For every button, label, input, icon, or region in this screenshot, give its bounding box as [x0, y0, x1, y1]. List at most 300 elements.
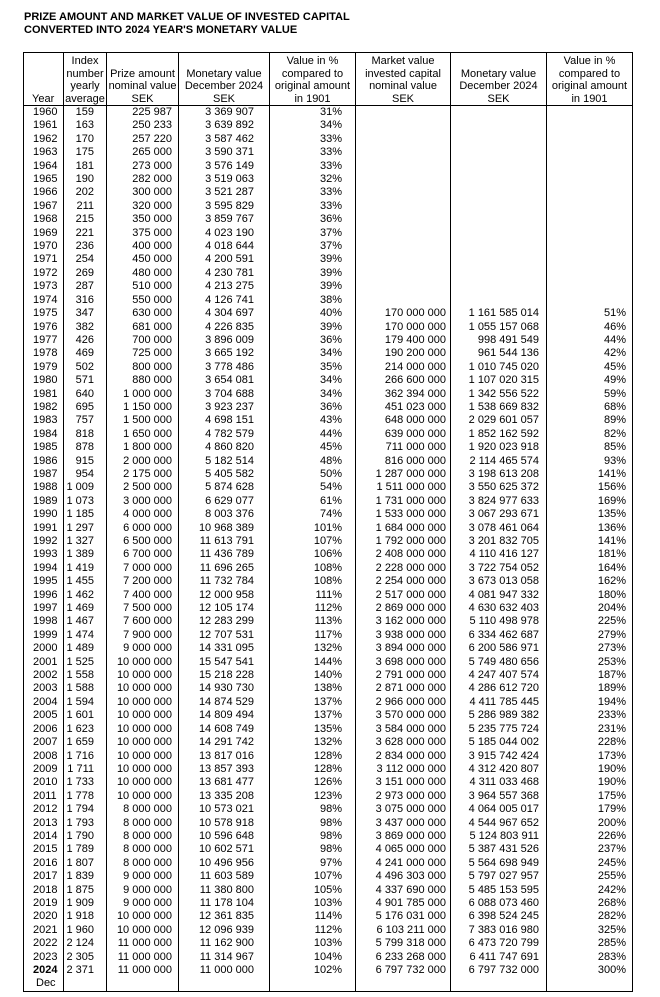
- cell-monetary-value-2: 3 964 557 368: [451, 790, 547, 803]
- cell-index: 163: [64, 119, 107, 132]
- cell-monetary-value-2: 7 383 016 980: [451, 924, 547, 937]
- cell-year: 2000: [24, 642, 64, 655]
- cell-prize-amount: 2 500 000: [107, 481, 179, 494]
- cell-monetary-value-2: 5 185 044 002: [451, 736, 547, 749]
- cell-value-percent: 74%: [270, 508, 356, 521]
- cell-index: 954: [64, 468, 107, 481]
- cell-prize-amount: 7 900 000: [107, 629, 179, 642]
- header-line: in 1901: [294, 92, 331, 105]
- table-row: [24, 669, 633, 682]
- cell-market-value: 3 698 000 000: [356, 656, 451, 669]
- table-row: [24, 347, 633, 360]
- cell-value-percent-2: 141%: [547, 468, 633, 481]
- cell-monetary-value-2: [451, 280, 547, 293]
- cell-value-percent-2: 42%: [547, 347, 633, 360]
- cell-index: 915: [64, 455, 107, 468]
- cell-year: 1991: [24, 522, 64, 535]
- cell-year: 2001: [24, 656, 64, 669]
- cell-monetary-value: 13 857 393: [179, 763, 270, 776]
- cell-index: 1 594: [64, 696, 107, 709]
- cell-index: 695: [64, 401, 107, 414]
- cell-value-percent: 123%: [270, 790, 356, 803]
- cell-year: 2015: [24, 843, 64, 856]
- cell-monetary-value-2: 5 286 989 382: [451, 709, 547, 722]
- cell-prize-amount: 7 400 000: [107, 589, 179, 602]
- cell-monetary-value-2: 4 286 612 720: [451, 682, 547, 695]
- cell-year: 2008: [24, 750, 64, 763]
- cell-value-percent: 140%: [270, 669, 356, 682]
- cell-monetary-value-2: [451, 200, 547, 213]
- header-line: compared to: [281, 67, 344, 80]
- cell-monetary-value: 3 896 009: [179, 334, 270, 347]
- cell-monetary-value: 13 335 208: [179, 790, 270, 803]
- cell-year: 1976: [24, 321, 64, 334]
- cell-market-value: [356, 280, 451, 293]
- cell-value-percent: 103%: [270, 897, 356, 910]
- cell-monetary-value-2: 961 544 136: [451, 347, 547, 360]
- cell-monetary-value: 10 968 389: [179, 522, 270, 535]
- cell-value-percent-2: 285%: [547, 937, 633, 950]
- cell-value-percent-2: [547, 213, 633, 226]
- cell-year: 1999: [24, 629, 64, 642]
- cell-year: 1962: [24, 133, 64, 146]
- cell-value-percent: 37%: [270, 240, 356, 253]
- cell-index: 1 659: [64, 736, 107, 749]
- cell-index: 1 525: [64, 656, 107, 669]
- table-row: [24, 119, 633, 132]
- cell-monetary-value: 4 304 697: [179, 307, 270, 320]
- cell-index: 382: [64, 321, 107, 334]
- cell-market-value: [356, 106, 451, 120]
- cell-index: 254: [64, 253, 107, 266]
- cell-year: 1980: [24, 374, 64, 387]
- cell-value-percent: 128%: [270, 763, 356, 776]
- cell-index: 1 875: [64, 884, 107, 897]
- table-row-footer: [24, 977, 633, 991]
- header-line: Market value: [371, 55, 435, 67]
- cell-prize-amount: 257 220: [107, 133, 179, 146]
- cell-monetary-value-2: 4 411 785 445: [451, 696, 547, 709]
- cell-monetary-value-2: 1 920 023 918: [451, 441, 547, 454]
- cell-monetary-value: 11 000 000: [179, 964, 270, 977]
- table-row: [24, 414, 633, 427]
- cell-index: 316: [64, 294, 107, 307]
- cell-year: 1987: [24, 468, 64, 481]
- table-row: [24, 924, 633, 937]
- cell-monetary-value: 4 200 591: [179, 253, 270, 266]
- header-line: in 1901: [571, 92, 608, 105]
- cell-prize-amount: 282 000: [107, 173, 179, 186]
- cell-monetary-value-2: 6 200 586 971: [451, 642, 547, 655]
- cell-index: 878: [64, 441, 107, 454]
- cell-index: 1 389: [64, 548, 107, 561]
- cell-monetary-value-2: 6 398 524 245: [451, 910, 547, 923]
- cell-monetary-value-2: 1 107 020 315: [451, 374, 547, 387]
- cell-monetary-value-2: 1 538 669 832: [451, 401, 547, 414]
- header-line: Monetary value: [460, 67, 537, 80]
- cell-year: 1996: [24, 589, 64, 602]
- cell-market-value: 1 731 000 000: [356, 495, 451, 508]
- cell-empty: [547, 977, 633, 991]
- cell-monetary-value: 3 576 149: [179, 160, 270, 173]
- cell-market-value: 451 023 000: [356, 401, 451, 414]
- cell-market-value: [356, 213, 451, 226]
- cell-index: 571: [64, 374, 107, 387]
- cell-prize-amount: 6 700 000: [107, 548, 179, 561]
- cell-value-percent-2: 89%: [547, 414, 633, 427]
- table-row: [24, 884, 633, 897]
- cell-year: 1961: [24, 119, 64, 132]
- cell-index: 1 474: [64, 629, 107, 642]
- cell-monetary-value: 14 930 730: [179, 682, 270, 695]
- cell-index: 469: [64, 347, 107, 360]
- cell-value-percent-2: [547, 119, 633, 132]
- cell-monetary-value: 4 782 579: [179, 428, 270, 441]
- table-row: [24, 133, 633, 146]
- cell-value-percent-2: 190%: [547, 776, 633, 789]
- cell-value-percent: 32%: [270, 173, 356, 186]
- cell-year: 2003: [24, 682, 64, 695]
- cell-value-percent: 112%: [270, 602, 356, 615]
- cell-monetary-value: 3 595 829: [179, 200, 270, 213]
- cell-year: 1988: [24, 481, 64, 494]
- cell-market-value: [356, 186, 451, 199]
- cell-monetary-value-2: 3 915 742 424: [451, 750, 547, 763]
- table-header: [24, 53, 633, 106]
- header-line: original amount: [551, 80, 628, 92]
- cell-index: 1 588: [64, 682, 107, 695]
- table-row: [24, 548, 633, 561]
- cell-market-value: 2 966 000 000: [356, 696, 451, 709]
- cell-value-percent-2: 82%: [547, 428, 633, 441]
- cell-prize-amount: 9 000 000: [107, 870, 179, 883]
- table-row: [24, 723, 633, 736]
- cell-prize-amount: 11 000 000: [107, 951, 179, 964]
- cell-monetary-value: 8 003 376: [179, 508, 270, 521]
- cell-year: 2014: [24, 830, 64, 843]
- cell-year: 1994: [24, 562, 64, 575]
- cell-market-value: 3 628 000 000: [356, 736, 451, 749]
- cell-index: 170: [64, 133, 107, 146]
- cell-monetary-value: 4 018 644: [179, 240, 270, 253]
- cell-year: 1981: [24, 388, 64, 401]
- table-row: [24, 642, 633, 655]
- cell-prize-amount: 400 000: [107, 240, 179, 253]
- cell-monetary-value-2: 3 824 977 633: [451, 495, 547, 508]
- cell-monetary-value-2: 5 387 431 526: [451, 843, 547, 856]
- cell-index: 211: [64, 200, 107, 213]
- cell-prize-amount: 1 500 000: [107, 414, 179, 427]
- cell-value-percent: 108%: [270, 575, 356, 588]
- cell-value-percent: 107%: [270, 535, 356, 548]
- header-line: December 2024: [184, 80, 264, 92]
- cell-monetary-value-2: 2 029 601 057: [451, 414, 547, 427]
- cell-year: 2005: [24, 709, 64, 722]
- cell-year: 1964: [24, 160, 64, 173]
- cell-prize-amount: 1 650 000: [107, 428, 179, 441]
- cell-monetary-value: 10 596 648: [179, 830, 270, 843]
- header-line: Prize amount: [110, 67, 175, 80]
- cell-prize-amount: 225 987: [107, 106, 179, 120]
- cell-value-percent-2: 156%: [547, 481, 633, 494]
- cell-market-value: 4 065 000 000: [356, 843, 451, 856]
- cell-monetary-value-2: 4 110 416 127: [451, 548, 547, 561]
- cell-year: 1965: [24, 173, 64, 186]
- table-row: [24, 910, 633, 923]
- cell-value-percent-2: 93%: [547, 455, 633, 468]
- cell-prize-amount: 10 000 000: [107, 750, 179, 763]
- cell-market-value: 1 511 000 000: [356, 481, 451, 494]
- cell-prize-amount: 2 175 000: [107, 468, 179, 481]
- cell-year: 1986: [24, 455, 64, 468]
- cell-value-percent-2: 189%: [547, 682, 633, 695]
- cell-value-percent: 105%: [270, 884, 356, 897]
- cell-prize-amount: 8 000 000: [107, 843, 179, 856]
- cell-value-percent-2: 164%: [547, 562, 633, 575]
- cell-value-percent: 106%: [270, 548, 356, 561]
- prize-value-table: [23, 52, 633, 992]
- cell-value-percent-2: [547, 267, 633, 280]
- cell-market-value: 170 000 000: [356, 307, 451, 320]
- cell-prize-amount: 1 800 000: [107, 441, 179, 454]
- cell-monetary-value: 3 587 462: [179, 133, 270, 146]
- cell-value-percent-2: 175%: [547, 790, 633, 803]
- header-value-percent-2: [547, 53, 633, 106]
- cell-value-percent: 101%: [270, 522, 356, 535]
- cell-market-value: 4 901 785 000: [356, 897, 451, 910]
- cell-market-value: 639 000 000: [356, 428, 451, 441]
- header-line: number: [66, 67, 104, 80]
- cell-value-percent: 144%: [270, 656, 356, 669]
- header-year: [24, 53, 64, 106]
- cell-year: 2006: [24, 723, 64, 736]
- table-row: [24, 240, 633, 253]
- cell-monetary-value: 3 590 371: [179, 146, 270, 159]
- cell-market-value: 3 894 000 000: [356, 642, 451, 655]
- cell-value-percent-2: 279%: [547, 629, 633, 642]
- cell-monetary-value-2: 6 411 747 691: [451, 951, 547, 964]
- cell-monetary-value-2: 6 473 720 799: [451, 937, 547, 950]
- cell-monetary-value-2: [451, 146, 547, 159]
- cell-prize-amount: 700 000: [107, 334, 179, 347]
- cell-monetary-value: 15 547 541: [179, 656, 270, 669]
- cell-value-percent: 111%: [270, 589, 356, 602]
- table-row: [24, 562, 633, 575]
- header-line: invested capital: [365, 67, 441, 80]
- cell-index: 2 371: [64, 964, 107, 977]
- cell-year: 2017: [24, 870, 64, 883]
- cell-value-percent: 103%: [270, 937, 356, 950]
- cell-year: 1984: [24, 428, 64, 441]
- cell-year: 1992: [24, 535, 64, 548]
- cell-prize-amount: 300 000: [107, 186, 179, 199]
- cell-prize-amount: 273 000: [107, 160, 179, 173]
- cell-year: 2011: [24, 790, 64, 803]
- header-line: Value in %: [286, 55, 339, 67]
- cell-index: 1 462: [64, 589, 107, 602]
- cell-value-percent-2: [547, 160, 633, 173]
- cell-index: 347: [64, 307, 107, 320]
- cell-value-percent-2: 194%: [547, 696, 633, 709]
- cell-monetary-value: 4 023 190: [179, 227, 270, 240]
- table-row: [24, 575, 633, 588]
- cell-monetary-value-2: 6 797 732 000: [451, 964, 547, 977]
- cell-index: 1 716: [64, 750, 107, 763]
- cell-value-percent-2: [547, 280, 633, 293]
- cell-index: 1 793: [64, 817, 107, 830]
- cell-value-percent-2: 44%: [547, 334, 633, 347]
- cell-monetary-value-2: [451, 253, 547, 266]
- cell-market-value: 6 233 268 000: [356, 951, 451, 964]
- cell-value-percent: 54%: [270, 481, 356, 494]
- cell-value-percent: 138%: [270, 682, 356, 695]
- cell-index: 502: [64, 361, 107, 374]
- header-line: SEK: [212, 92, 235, 105]
- cell-monetary-value: 3 778 486: [179, 361, 270, 374]
- cell-market-value: [356, 267, 451, 280]
- cell-monetary-value: 14 608 749: [179, 723, 270, 736]
- cell-year: 1993: [24, 548, 64, 561]
- cell-value-percent: 33%: [270, 146, 356, 159]
- table-row: [24, 213, 633, 226]
- cell-monetary-value-2: 3 078 461 064: [451, 522, 547, 535]
- cell-value-percent: 34%: [270, 374, 356, 387]
- cell-monetary-value-2: 4 630 632 403: [451, 602, 547, 615]
- table-row: [24, 253, 633, 266]
- cell-year: 1973: [24, 280, 64, 293]
- cell-value-percent-2: 46%: [547, 321, 633, 334]
- cell-market-value: 648 000 000: [356, 414, 451, 427]
- cell-empty: [356, 977, 451, 991]
- cell-monetary-value: 11 732 784: [179, 575, 270, 588]
- cell-monetary-value-2: 3 067 293 671: [451, 508, 547, 521]
- cell-prize-amount: 3 000 000: [107, 495, 179, 508]
- table-row: [24, 843, 633, 856]
- cell-prize-amount: 800 000: [107, 361, 179, 374]
- cell-year: 1971: [24, 253, 64, 266]
- cell-monetary-value: 4 860 820: [179, 441, 270, 454]
- header-line: compared to: [558, 67, 621, 80]
- cell-market-value: 3 938 000 000: [356, 629, 451, 642]
- cell-market-value: 1 287 000 000: [356, 468, 451, 481]
- cell-monetary-value: 12 283 299: [179, 615, 270, 628]
- cell-value-percent-2: 181%: [547, 548, 633, 561]
- header-line: original amount: [274, 80, 351, 92]
- header-prize-amount: [107, 53, 179, 106]
- cell-market-value: 362 394 000: [356, 388, 451, 401]
- cell-monetary-value: 11 603 589: [179, 870, 270, 883]
- cell-market-value: [356, 173, 451, 186]
- table-row: [24, 334, 633, 347]
- table-row: [24, 508, 633, 521]
- header-line: yearly: [70, 80, 100, 92]
- cell-empty: [107, 977, 179, 991]
- cell-monetary-value-2: 3 201 832 705: [451, 535, 547, 548]
- table-row: [24, 106, 633, 120]
- cell-monetary-value: 10 496 956: [179, 857, 270, 870]
- cell-empty: [270, 977, 356, 991]
- cell-year: 1974: [24, 294, 64, 307]
- cell-prize-amount: 250 233: [107, 119, 179, 132]
- table-row: [24, 615, 633, 628]
- cell-value-percent: 39%: [270, 253, 356, 266]
- cell-value-percent: 48%: [270, 455, 356, 468]
- header-index-number: [64, 53, 107, 106]
- cell-value-percent: 107%: [270, 870, 356, 883]
- cell-value-percent-2: 45%: [547, 361, 633, 374]
- cell-prize-amount: 10 000 000: [107, 656, 179, 669]
- cell-value-percent: 36%: [270, 213, 356, 226]
- cell-monetary-value: 4 126 741: [179, 294, 270, 307]
- cell-index: 1 469: [64, 602, 107, 615]
- cell-monetary-value: 11 613 791: [179, 535, 270, 548]
- cell-month-label: Dec: [24, 977, 64, 991]
- cell-index: 2 124: [64, 937, 107, 950]
- cell-index: 1 778: [64, 790, 107, 803]
- header-line: December 2024: [459, 80, 538, 92]
- table-row: [24, 227, 633, 240]
- cell-value-percent-2: 226%: [547, 830, 633, 843]
- cell-market-value: [356, 160, 451, 173]
- table-row: [24, 495, 633, 508]
- table-row: [24, 294, 633, 307]
- cell-value-percent: 34%: [270, 388, 356, 401]
- cell-monetary-value-2: 4 247 407 574: [451, 669, 547, 682]
- cell-prize-amount: 7 500 000: [107, 602, 179, 615]
- cell-market-value: 266 600 000: [356, 374, 451, 387]
- table-row: [24, 455, 633, 468]
- cell-year: 2004: [24, 696, 64, 709]
- cell-value-percent-2: 136%: [547, 522, 633, 535]
- cell-value-percent: 104%: [270, 951, 356, 964]
- cell-value-percent: 38%: [270, 294, 356, 307]
- cell-year: 2016: [24, 857, 64, 870]
- table-row: [24, 481, 633, 494]
- cell-value-percent-2: 325%: [547, 924, 633, 937]
- cell-index: 1 558: [64, 669, 107, 682]
- table-row: [24, 709, 633, 722]
- cell-index: 1 297: [64, 522, 107, 535]
- header-line: Year: [32, 92, 55, 105]
- cell-monetary-value: 4 230 781: [179, 267, 270, 280]
- cell-value-percent: 31%: [270, 106, 356, 120]
- cell-value-percent-2: 85%: [547, 441, 633, 454]
- cell-value-percent: 34%: [270, 347, 356, 360]
- cell-year: 2002: [24, 669, 64, 682]
- header-line: SEK: [391, 92, 414, 105]
- cell-prize-amount: 10 000 000: [107, 910, 179, 923]
- cell-index: 1 790: [64, 830, 107, 843]
- cell-value-percent: 113%: [270, 615, 356, 628]
- cell-monetary-value: 3 519 063: [179, 173, 270, 186]
- table-row: [24, 321, 633, 334]
- table-row: [24, 280, 633, 293]
- cell-monetary-value: 4 226 835: [179, 321, 270, 334]
- cell-value-percent-2: 200%: [547, 817, 633, 830]
- cell-monetary-value-2: 3 198 613 208: [451, 468, 547, 481]
- cell-value-percent: 37%: [270, 227, 356, 240]
- cell-index: 175: [64, 146, 107, 159]
- cell-year: 2009: [24, 763, 64, 776]
- cell-prize-amount: 630 000: [107, 307, 179, 320]
- cell-market-value: [356, 200, 451, 213]
- table-row: [24, 696, 633, 709]
- cell-market-value: 4 337 690 000: [356, 884, 451, 897]
- cell-monetary-value: 3 369 907: [179, 106, 270, 120]
- cell-value-percent: 39%: [270, 280, 356, 293]
- cell-monetary-value: 5 182 514: [179, 455, 270, 468]
- header-line: Index: [71, 55, 99, 67]
